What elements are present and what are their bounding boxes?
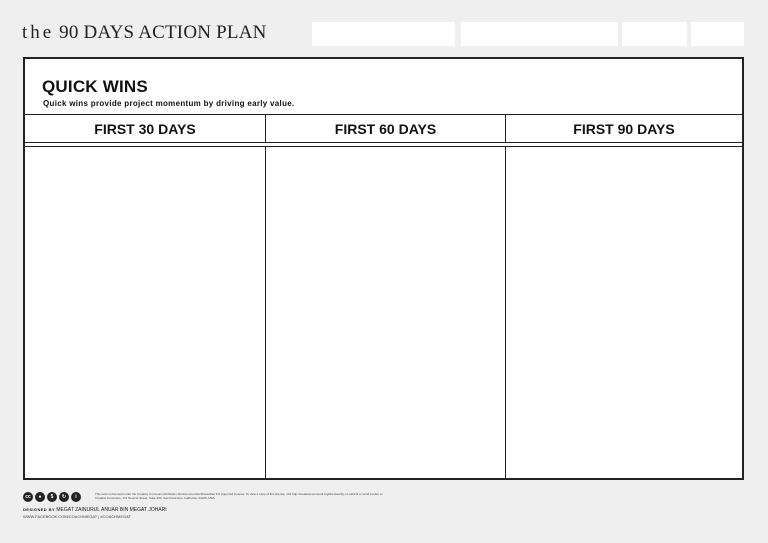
handle-link[interactable]: #COACHMEGAT — [100, 514, 131, 519]
quick-wins-board — [23, 57, 744, 480]
sharealike-icon: ↻ — [59, 492, 69, 502]
header-field-1[interactable] — [312, 22, 455, 46]
cc-icon: cc — [23, 492, 33, 502]
column-header-90-days: FIRST 90 DAYS — [505, 114, 742, 143]
column-body-90-days[interactable] — [505, 147, 743, 478]
link-separator: | — [98, 514, 100, 519]
header-field-4[interactable] — [691, 22, 744, 46]
designer-credit — [23, 507, 167, 513]
social-links — [23, 514, 131, 519]
board-subtitle: Quick wins provide project momentum by driving early value. — [43, 99, 295, 108]
license-icons — [23, 492, 81, 502]
header-field-3[interactable] — [622, 22, 687, 46]
noncommercial-icon: $ — [47, 492, 57, 502]
page-title — [22, 22, 267, 44]
board-title: QUICK WINS — [42, 77, 148, 96]
info-icon: i — [71, 492, 81, 502]
designed-by-label: DESIGNED BY — [23, 507, 55, 512]
header-field-2[interactable] — [461, 22, 618, 46]
board-header — [25, 59, 742, 114]
column-header-60-days: FIRST 60 DAYS — [265, 114, 505, 143]
title-lead: the — [22, 22, 55, 43]
license-text: This work is licensed under the Creative Commons Attribution-NonCommercial-ShareAlike 3.0 Unported License. To view a copy of this license, visit http://creativecommons.org/licenses/by-nc-sa/3.0/ or send a letter to Creative Commons, 171 Second Street, Suite 300, San Francisco, California, 94105, USA. — [95, 492, 383, 500]
column-header-30-days: FIRST 30 DAYS — [25, 114, 265, 143]
designer-name: MEGAT ZAINURUL ANUAR BIN MEGAT JOHARI — [56, 507, 167, 513]
column-body-30-days[interactable] — [25, 147, 265, 478]
title-rest: 90 DAYS ACTION PLAN — [54, 22, 267, 43]
column-body-60-days[interactable] — [265, 147, 506, 478]
attribution-icon: ● — [35, 492, 45, 502]
facebook-link[interactable]: WWW.FACEBOOK.COM/COACHMEGAT — [23, 514, 98, 519]
